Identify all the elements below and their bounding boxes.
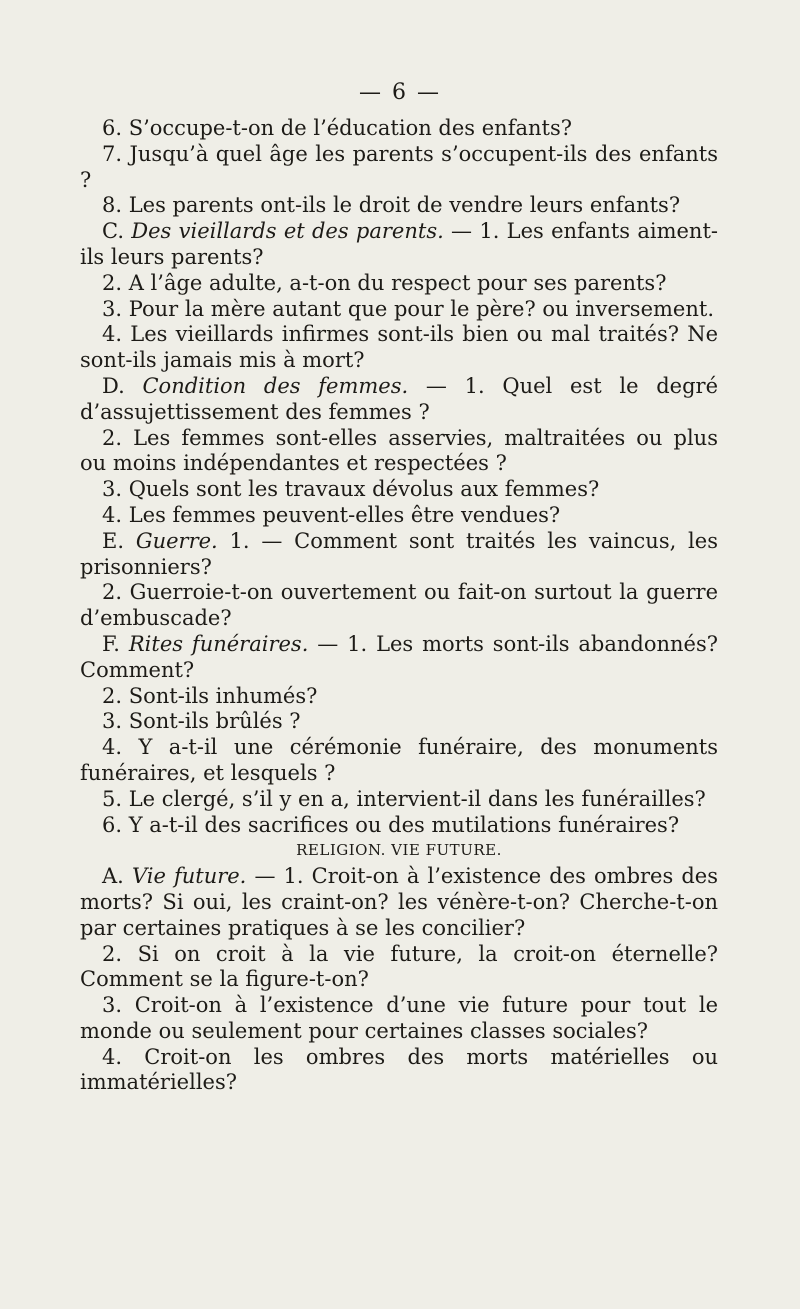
section-f-question-1 (80, 632, 718, 684)
section-a-question-1-text: — 1. Croit-on à l’existence des ombres des morts? Si oui, les craint-on? les vénère-t-on? Cherche-t-on par certaines pratiques à se les concilier? (80, 864, 718, 940)
section-a-question-1 (80, 864, 718, 941)
section-f-question-1-text: — 1. Les morts sont-ils abandonnés? Comment? (80, 631, 718, 682)
section-c-title: Des vieillards et des parents. (131, 219, 444, 244)
section-a-question-2: 2. Si on croit à la vie future, la croit-on éternelle? Comment se la figure-t-on? (80, 941, 718, 992)
page-number: — 6 — (359, 80, 441, 105)
section-f-question-3: 3. Sont-ils brûlés ? (102, 709, 301, 734)
section-f-question-5: 5. Le clergé, s’il y en a, intervient-il dans les funérailles? (102, 786, 706, 811)
page-content (80, 116, 718, 1096)
section-f-question-6: 6. Y a-t-il des sacrifices ou des mutilations funéraires? (102, 812, 680, 837)
religion-section-heading: RELIGION. VIE FUTURE. (296, 841, 502, 860)
section-f-question-2: 2. Sont-ils inhumés? (102, 683, 318, 708)
section-a-question-3: 3. Croit-on à l’existence d’une vie future pour tout le monde ou seulement pour certaines classes sociales? (80, 993, 718, 1043)
section-a-label: A. (102, 864, 124, 889)
section-f-title: Rites funéraires. (128, 631, 309, 656)
section-f-label: F. (102, 631, 120, 656)
section-e-question-2: 2. Guerroie-t-on ouvertement ou fait-on surtout la guerre d’embuscade? (80, 580, 718, 631)
section-c-question-1 (80, 219, 718, 271)
section-e-label: E. (102, 528, 125, 553)
section-e-question-1-text: 1. — Comment sont traités les vaincus, les prisonniers? (80, 528, 718, 579)
question-8: 8. Les parents ont-ils le droit de vendre leurs enfants? (102, 193, 681, 218)
section-e-question-1 (80, 529, 718, 581)
section-f-question-4: 4. Y a-t-il une cérémonie funéraire, des monuments funéraires, et lesquels ? (80, 735, 718, 785)
section-c-question-4: 4. Les vieillards infirmes sont-ils bien ou mal traités? Ne sont-ils jamais mis à mort? (80, 322, 718, 373)
question-6: 6. S’occupe-t-on de l’éducation des enfants? (102, 116, 572, 140)
section-d-label: D. (102, 373, 125, 398)
section-d-title: Condition des femmes. (142, 373, 409, 398)
section-c-question-2: 2. A l’âge adulte, a-t-on du respect pour ses parents? (102, 270, 667, 295)
section-a-title: Vie future. (131, 864, 247, 889)
section-d-question-2: 2. Les femmes sont-elles asservies, maltraitées ou plus ou moins indépendantes et respectées ? (80, 425, 718, 476)
section-a-question-4: 4. Croit-on les ombres des morts matérielles ou immatérielles? (80, 1044, 718, 1095)
question-7: 7. Jusqu’à quel âge les parents s’occupent-ils des enfants ? (80, 141, 718, 192)
section-d-question-4: 4. Les femmes peuvent-elles être vendues? (102, 502, 561, 527)
section-d-question-1-text: — 1. Quel est le degré d’assujettissement des femmes ? (80, 373, 718, 424)
section-c-question-3: 3. Pour la mère autant que pour le père? ou inversement. (102, 296, 714, 321)
section-d-question-3: 3. Quels sont les travaux dévolus aux femmes? (102, 477, 600, 502)
section-d-question-1 (80, 374, 718, 426)
section-c-label: C. (102, 219, 124, 244)
section-c-question-1-text: — 1. Les enfants aiment-ils leurs parents? (80, 219, 718, 269)
section-e-title: Guerre. (135, 528, 218, 553)
